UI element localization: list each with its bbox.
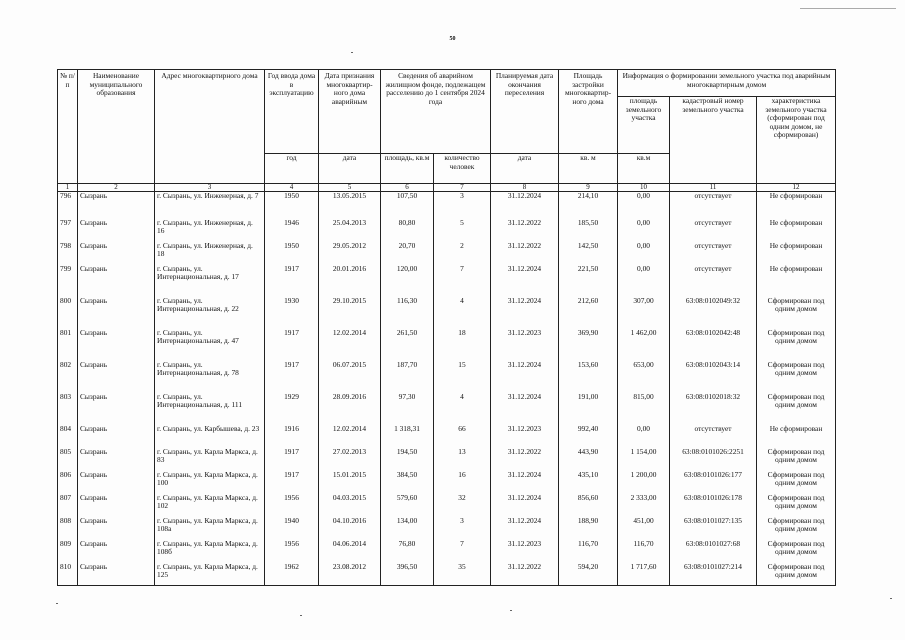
- col-header-cadastral: кадастровый номер земельного участка: [670, 97, 757, 184]
- table-row: [58, 471, 836, 494]
- column-number: 9: [559, 184, 618, 192]
- column-number: 6: [381, 184, 434, 192]
- row-number: 796: [58, 192, 78, 219]
- row-building-area: 221,50: [559, 265, 618, 297]
- table-row: [58, 265, 836, 297]
- row-year: 1916: [265, 425, 319, 448]
- col-header-address: Адрес многоквартирного дома: [155, 70, 265, 184]
- row-planned-date: 31.12.2024: [491, 192, 559, 219]
- row-year: 1917: [265, 448, 319, 471]
- row-year: 1946: [265, 219, 319, 242]
- row-address: г. Сызрань, ул. Карла Маркса, д. 83: [155, 448, 265, 471]
- row-land-area: 307,00: [618, 297, 670, 329]
- row-number: 802: [58, 361, 78, 393]
- row-land-characteristic: Сформирован под одним домом: [757, 563, 836, 586]
- col-header-land-info: Информация о формировании земельного участка под аварийным многоквартирным домом: [618, 70, 836, 97]
- row-land-characteristic: Не сформирован: [757, 192, 836, 219]
- row-planned-date: 31.12.2024: [491, 297, 559, 329]
- row-municipality: Сызрань: [78, 517, 155, 540]
- emergency-housing-table: [57, 69, 836, 586]
- table-row: [58, 494, 836, 517]
- unit-people: количество человек: [434, 154, 491, 184]
- row-year: 1956: [265, 494, 319, 517]
- row-land-area: 1 200,00: [618, 471, 670, 494]
- row-land-characteristic: Сформирован под одним домом: [757, 448, 836, 471]
- row-address: г. Сызрань, ул. Инженерная, д. 16: [155, 219, 265, 242]
- row-municipality: Сызрань: [78, 494, 155, 517]
- row-building-area: 992,40: [559, 425, 618, 448]
- row-housing-area: 97,30: [381, 393, 434, 425]
- row-building-area: 116,70: [559, 540, 618, 563]
- row-people-count: 3: [434, 192, 491, 219]
- row-building-area: 185,50: [559, 219, 618, 242]
- row-cadastral-number: отсутствует: [670, 425, 757, 448]
- column-number: 11: [670, 184, 757, 192]
- row-cadastral-number: 63:08:0102042:48: [670, 329, 757, 361]
- row-land-area: 0,00: [618, 425, 670, 448]
- row-land-area: 0,00: [618, 265, 670, 297]
- column-number: 7: [434, 184, 491, 192]
- row-number: 801: [58, 329, 78, 361]
- row-land-area: 0,00: [618, 242, 670, 265]
- row-housing-area: 107,50: [381, 192, 434, 219]
- row-year: 1917: [265, 265, 319, 297]
- row-land-area: 1 462,00: [618, 329, 670, 361]
- table-body: [58, 192, 836, 586]
- row-address: г. Сызрань, ул. Инженерная, д. 18: [155, 242, 265, 265]
- row-number: 798: [58, 242, 78, 265]
- row-municipality: Сызрань: [78, 393, 155, 425]
- row-address: г. Сызрань, ул. Интернациональная, д. 17: [155, 265, 265, 297]
- row-recognition-date: 20.01.2016: [319, 265, 381, 297]
- row-building-area: 443,90: [559, 448, 618, 471]
- row-municipality: Сызрань: [78, 471, 155, 494]
- column-number: 2: [78, 184, 155, 192]
- row-cadastral-number: 63:08:0102049:32: [670, 297, 757, 329]
- row-recognition-date: 06.07.2015: [319, 361, 381, 393]
- row-year: 1962: [265, 563, 319, 586]
- row-housing-area: 261,50: [381, 329, 434, 361]
- row-recognition-date: 12.02.2014: [319, 425, 381, 448]
- col-header-housing-info: Сведения об аварийном жилищном фонде, подлежащем расселению до 1 сентября 2024 года: [381, 70, 491, 154]
- row-housing-area: 384,50: [381, 471, 434, 494]
- row-cadastral-number: 63:08:0101026:177: [670, 471, 757, 494]
- row-address: г. Сызрань, ул. Карла Маркса, д. 108а: [155, 517, 265, 540]
- row-planned-date: 31.12.2023: [491, 329, 559, 361]
- row-year: 1950: [265, 242, 319, 265]
- row-year: 1930: [265, 297, 319, 329]
- row-municipality: Сызрань: [78, 540, 155, 563]
- row-cadastral-number: отсутствует: [670, 192, 757, 219]
- row-land-characteristic: Не сформирован: [757, 265, 836, 297]
- row-year: 1917: [265, 361, 319, 393]
- row-number: 800: [58, 297, 78, 329]
- row-year: 1917: [265, 329, 319, 361]
- row-housing-area: 134,00: [381, 517, 434, 540]
- row-housing-area: 396,50: [381, 563, 434, 586]
- row-recognition-date: 27.02.2013: [319, 448, 381, 471]
- column-number: 4: [265, 184, 319, 192]
- unit-land-sqm: кв.м: [618, 154, 670, 184]
- row-housing-area: 20,70: [381, 242, 434, 265]
- table-row: [58, 219, 836, 242]
- row-planned-date: 31.12.2022: [491, 563, 559, 586]
- row-planned-date: 31.12.2022: [491, 448, 559, 471]
- row-people-count: 3: [434, 517, 491, 540]
- row-land-area: 653,00: [618, 361, 670, 393]
- col-header-year: Год ввода дома в эксплуатацию: [265, 70, 319, 154]
- row-people-count: 18: [434, 329, 491, 361]
- row-municipality: Сызрань: [78, 563, 155, 586]
- row-recognition-date: 29.10.2015: [319, 297, 381, 329]
- table-row: [58, 192, 836, 219]
- row-municipality: Сызрань: [78, 297, 155, 329]
- row-recognition-date: 04.06.2014: [319, 540, 381, 563]
- row-land-characteristic: Сформирован под одним домом: [757, 297, 836, 329]
- row-number: 809: [58, 540, 78, 563]
- row-year: 1917: [265, 471, 319, 494]
- row-address: г. Сызрань, ул. Карла Маркса, д. 108б: [155, 540, 265, 563]
- row-building-area: 856,60: [559, 494, 618, 517]
- row-number: 799: [58, 265, 78, 297]
- scan-speck: [510, 610, 512, 611]
- row-people-count: 66: [434, 425, 491, 448]
- table-row: [58, 242, 836, 265]
- row-municipality: Сызрань: [78, 242, 155, 265]
- row-recognition-date: 13.05.2015: [319, 192, 381, 219]
- row-municipality: Сызрань: [78, 329, 155, 361]
- row-address: г. Сызрань, ул. Интернациональная, д. 78: [155, 361, 265, 393]
- unit-date: дата: [319, 154, 381, 184]
- row-planned-date: 31.12.2022: [491, 219, 559, 242]
- row-address: г. Сызрань, ул. Интернациональная, д. 47: [155, 329, 265, 361]
- row-planned-date: 31.12.2023: [491, 425, 559, 448]
- row-cadastral-number: 63:08:0101027:214: [670, 563, 757, 586]
- row-building-area: 191,00: [559, 393, 618, 425]
- row-municipality: Сызрань: [78, 192, 155, 219]
- row-housing-area: 579,60: [381, 494, 434, 517]
- row-planned-date: 31.12.2024: [491, 471, 559, 494]
- row-cadastral-number: отсутствует: [670, 265, 757, 297]
- row-cadastral-number: отсутствует: [670, 219, 757, 242]
- row-land-area: 1 154,00: [618, 448, 670, 471]
- row-building-area: 153,60: [559, 361, 618, 393]
- row-planned-date: 31.12.2024: [491, 265, 559, 297]
- row-number: 804: [58, 425, 78, 448]
- row-number: 808: [58, 517, 78, 540]
- row-cadastral-number: 63:08:0101026:2251: [670, 448, 757, 471]
- top-rule: [800, 8, 896, 9]
- col-header-num: № п/п: [58, 70, 78, 184]
- row-recognition-date: 15.01.2015: [319, 471, 381, 494]
- row-recognition-date: 04.10.2016: [319, 517, 381, 540]
- row-building-area: 214,10: [559, 192, 618, 219]
- row-people-count: 13: [434, 448, 491, 471]
- row-people-count: 32: [434, 494, 491, 517]
- row-building-area: 594,20: [559, 563, 618, 586]
- row-cadastral-number: 63:08:0101027:135: [670, 517, 757, 540]
- row-people-count: 7: [434, 540, 491, 563]
- row-land-characteristic: Не сформирован: [757, 242, 836, 265]
- row-cadastral-number: 63:08:0102043:14: [670, 361, 757, 393]
- row-people-count: 4: [434, 297, 491, 329]
- column-number: 1: [58, 184, 78, 192]
- table-row: [58, 361, 836, 393]
- row-people-count: 5: [434, 219, 491, 242]
- row-land-characteristic: Сформирован под одним домом: [757, 517, 836, 540]
- scan-speck: [351, 52, 353, 53]
- column-number: 10: [618, 184, 670, 192]
- row-land-characteristic: Сформирован под одним домом: [757, 540, 836, 563]
- row-land-characteristic: Сформирован под одним домом: [757, 361, 836, 393]
- row-year: 1950: [265, 192, 319, 219]
- row-municipality: Сызрань: [78, 219, 155, 242]
- table-row: [58, 540, 836, 563]
- scan-speck: [890, 598, 892, 599]
- row-address: г. Сызрань, ул. Карла Маркса, д. 125: [155, 563, 265, 586]
- row-people-count: 15: [434, 361, 491, 393]
- row-recognition-date: 25.04.2013: [319, 219, 381, 242]
- unit-plan-date: дата: [491, 154, 559, 184]
- col-header-land-area: площадь земельного участка: [618, 97, 670, 154]
- row-municipality: Сызрань: [78, 448, 155, 471]
- col-header-planned-date: Планируемая дата окончания переселения: [491, 70, 559, 154]
- row-housing-area: 76,80: [381, 540, 434, 563]
- row-land-characteristic: Сформирован под одним домом: [757, 329, 836, 361]
- table-row: [58, 563, 836, 586]
- row-housing-area: 116,30: [381, 297, 434, 329]
- page-number: 50: [449, 36, 456, 42]
- row-building-area: 188,90: [559, 517, 618, 540]
- column-number: 3: [155, 184, 265, 192]
- row-cadastral-number: отсутствует: [670, 242, 757, 265]
- scan-speck: [300, 615, 302, 616]
- row-building-area: 435,10: [559, 471, 618, 494]
- row-address: г. Сызрань, ул. Инженерная, д. 7: [155, 192, 265, 219]
- column-number: 5: [319, 184, 381, 192]
- row-land-area: 0,00: [618, 192, 670, 219]
- row-recognition-date: 04.03.2015: [319, 494, 381, 517]
- row-housing-area: 120,00: [381, 265, 434, 297]
- row-address: г. Сызрань, ул. Карбышева, д. 23: [155, 425, 265, 448]
- unit-year: год: [265, 154, 319, 184]
- row-year: 1929: [265, 393, 319, 425]
- table-row: [58, 393, 836, 425]
- col-header-municipality: Наименование муниципального образования: [78, 70, 155, 184]
- row-planned-date: 31.12.2022: [491, 242, 559, 265]
- col-header-building-area: Площадь застройки многоквартир-ного дома: [559, 70, 618, 154]
- row-land-area: 451,00: [618, 517, 670, 540]
- row-planned-date: 31.12.2023: [491, 540, 559, 563]
- row-housing-area: 1 318,31: [381, 425, 434, 448]
- column-number: 12: [757, 184, 836, 192]
- table-row: [58, 517, 836, 540]
- row-building-area: 212,60: [559, 297, 618, 329]
- row-land-area: 1 717,60: [618, 563, 670, 586]
- row-address: г. Сызрань, ул. Интернациональная, д. 22: [155, 297, 265, 329]
- row-land-area: 116,70: [618, 540, 670, 563]
- unit-sqm: кв. м: [559, 154, 618, 184]
- row-cadastral-number: 63:08:0102018:32: [670, 393, 757, 425]
- row-recognition-date: 29.05.2012: [319, 242, 381, 265]
- table-row: [58, 425, 836, 448]
- row-cadastral-number: 63:08:0101026:178: [670, 494, 757, 517]
- row-cadastral-number: 63:08:0101027:68: [670, 540, 757, 563]
- row-recognition-date: 12.02.2014: [319, 329, 381, 361]
- table-row: [58, 297, 836, 329]
- row-number: 803: [58, 393, 78, 425]
- row-land-characteristic: Сформирован под одним домом: [757, 471, 836, 494]
- row-land-characteristic: Сформирован под одним домом: [757, 494, 836, 517]
- row-people-count: 2: [434, 242, 491, 265]
- row-municipality: Сызрань: [78, 361, 155, 393]
- row-building-area: 142,50: [559, 242, 618, 265]
- row-number: 797: [58, 219, 78, 242]
- row-land-area: 0,00: [618, 219, 670, 242]
- row-number: 810: [58, 563, 78, 586]
- unit-area: площадь, кв.м: [381, 154, 434, 184]
- row-planned-date: 31.12.2024: [491, 361, 559, 393]
- row-address: г. Сызрань, ул. Карла Маркса, д. 100: [155, 471, 265, 494]
- row-housing-area: 80,80: [381, 219, 434, 242]
- row-address: г. Сызрань, ул. Интернациональная, д. 111: [155, 393, 265, 425]
- row-people-count: 16: [434, 471, 491, 494]
- row-land-characteristic: Не сформирован: [757, 425, 836, 448]
- row-recognition-date: 23.08.2012: [319, 563, 381, 586]
- row-people-count: 4: [434, 393, 491, 425]
- row-land-characteristic: Не сформирован: [757, 219, 836, 242]
- scan-speck: [56, 603, 58, 604]
- row-number: 806: [58, 471, 78, 494]
- row-municipality: Сызрань: [78, 265, 155, 297]
- row-address: г. Сызрань, ул. Карла Маркса, д. 102: [155, 494, 265, 517]
- row-recognition-date: 28.09.2016: [319, 393, 381, 425]
- row-people-count: 35: [434, 563, 491, 586]
- col-header-land-char: характеристика земельного участка (сформирован под одним домом, не сформирован): [757, 97, 836, 184]
- row-housing-area: 194,50: [381, 448, 434, 471]
- row-number: 805: [58, 448, 78, 471]
- row-planned-date: 31.12.2024: [491, 494, 559, 517]
- row-land-area: 815,00: [618, 393, 670, 425]
- row-land-area: 2 333,00: [618, 494, 670, 517]
- row-planned-date: 31.12.2024: [491, 393, 559, 425]
- table-row: [58, 448, 836, 471]
- row-year: 1940: [265, 517, 319, 540]
- col-header-recognition-date: Дата признания многоквартир-ного дома аварийным: [319, 70, 381, 154]
- row-building-area: 369,90: [559, 329, 618, 361]
- row-year: 1956: [265, 540, 319, 563]
- row-planned-date: 31.12.2024: [491, 517, 559, 540]
- row-housing-area: 187,70: [381, 361, 434, 393]
- row-land-characteristic: Сформирован под одним домом: [757, 393, 836, 425]
- row-municipality: Сызрань: [78, 425, 155, 448]
- row-number: 807: [58, 494, 78, 517]
- table-row: [58, 329, 836, 361]
- column-number: 8: [491, 184, 559, 192]
- row-people-count: 7: [434, 265, 491, 297]
